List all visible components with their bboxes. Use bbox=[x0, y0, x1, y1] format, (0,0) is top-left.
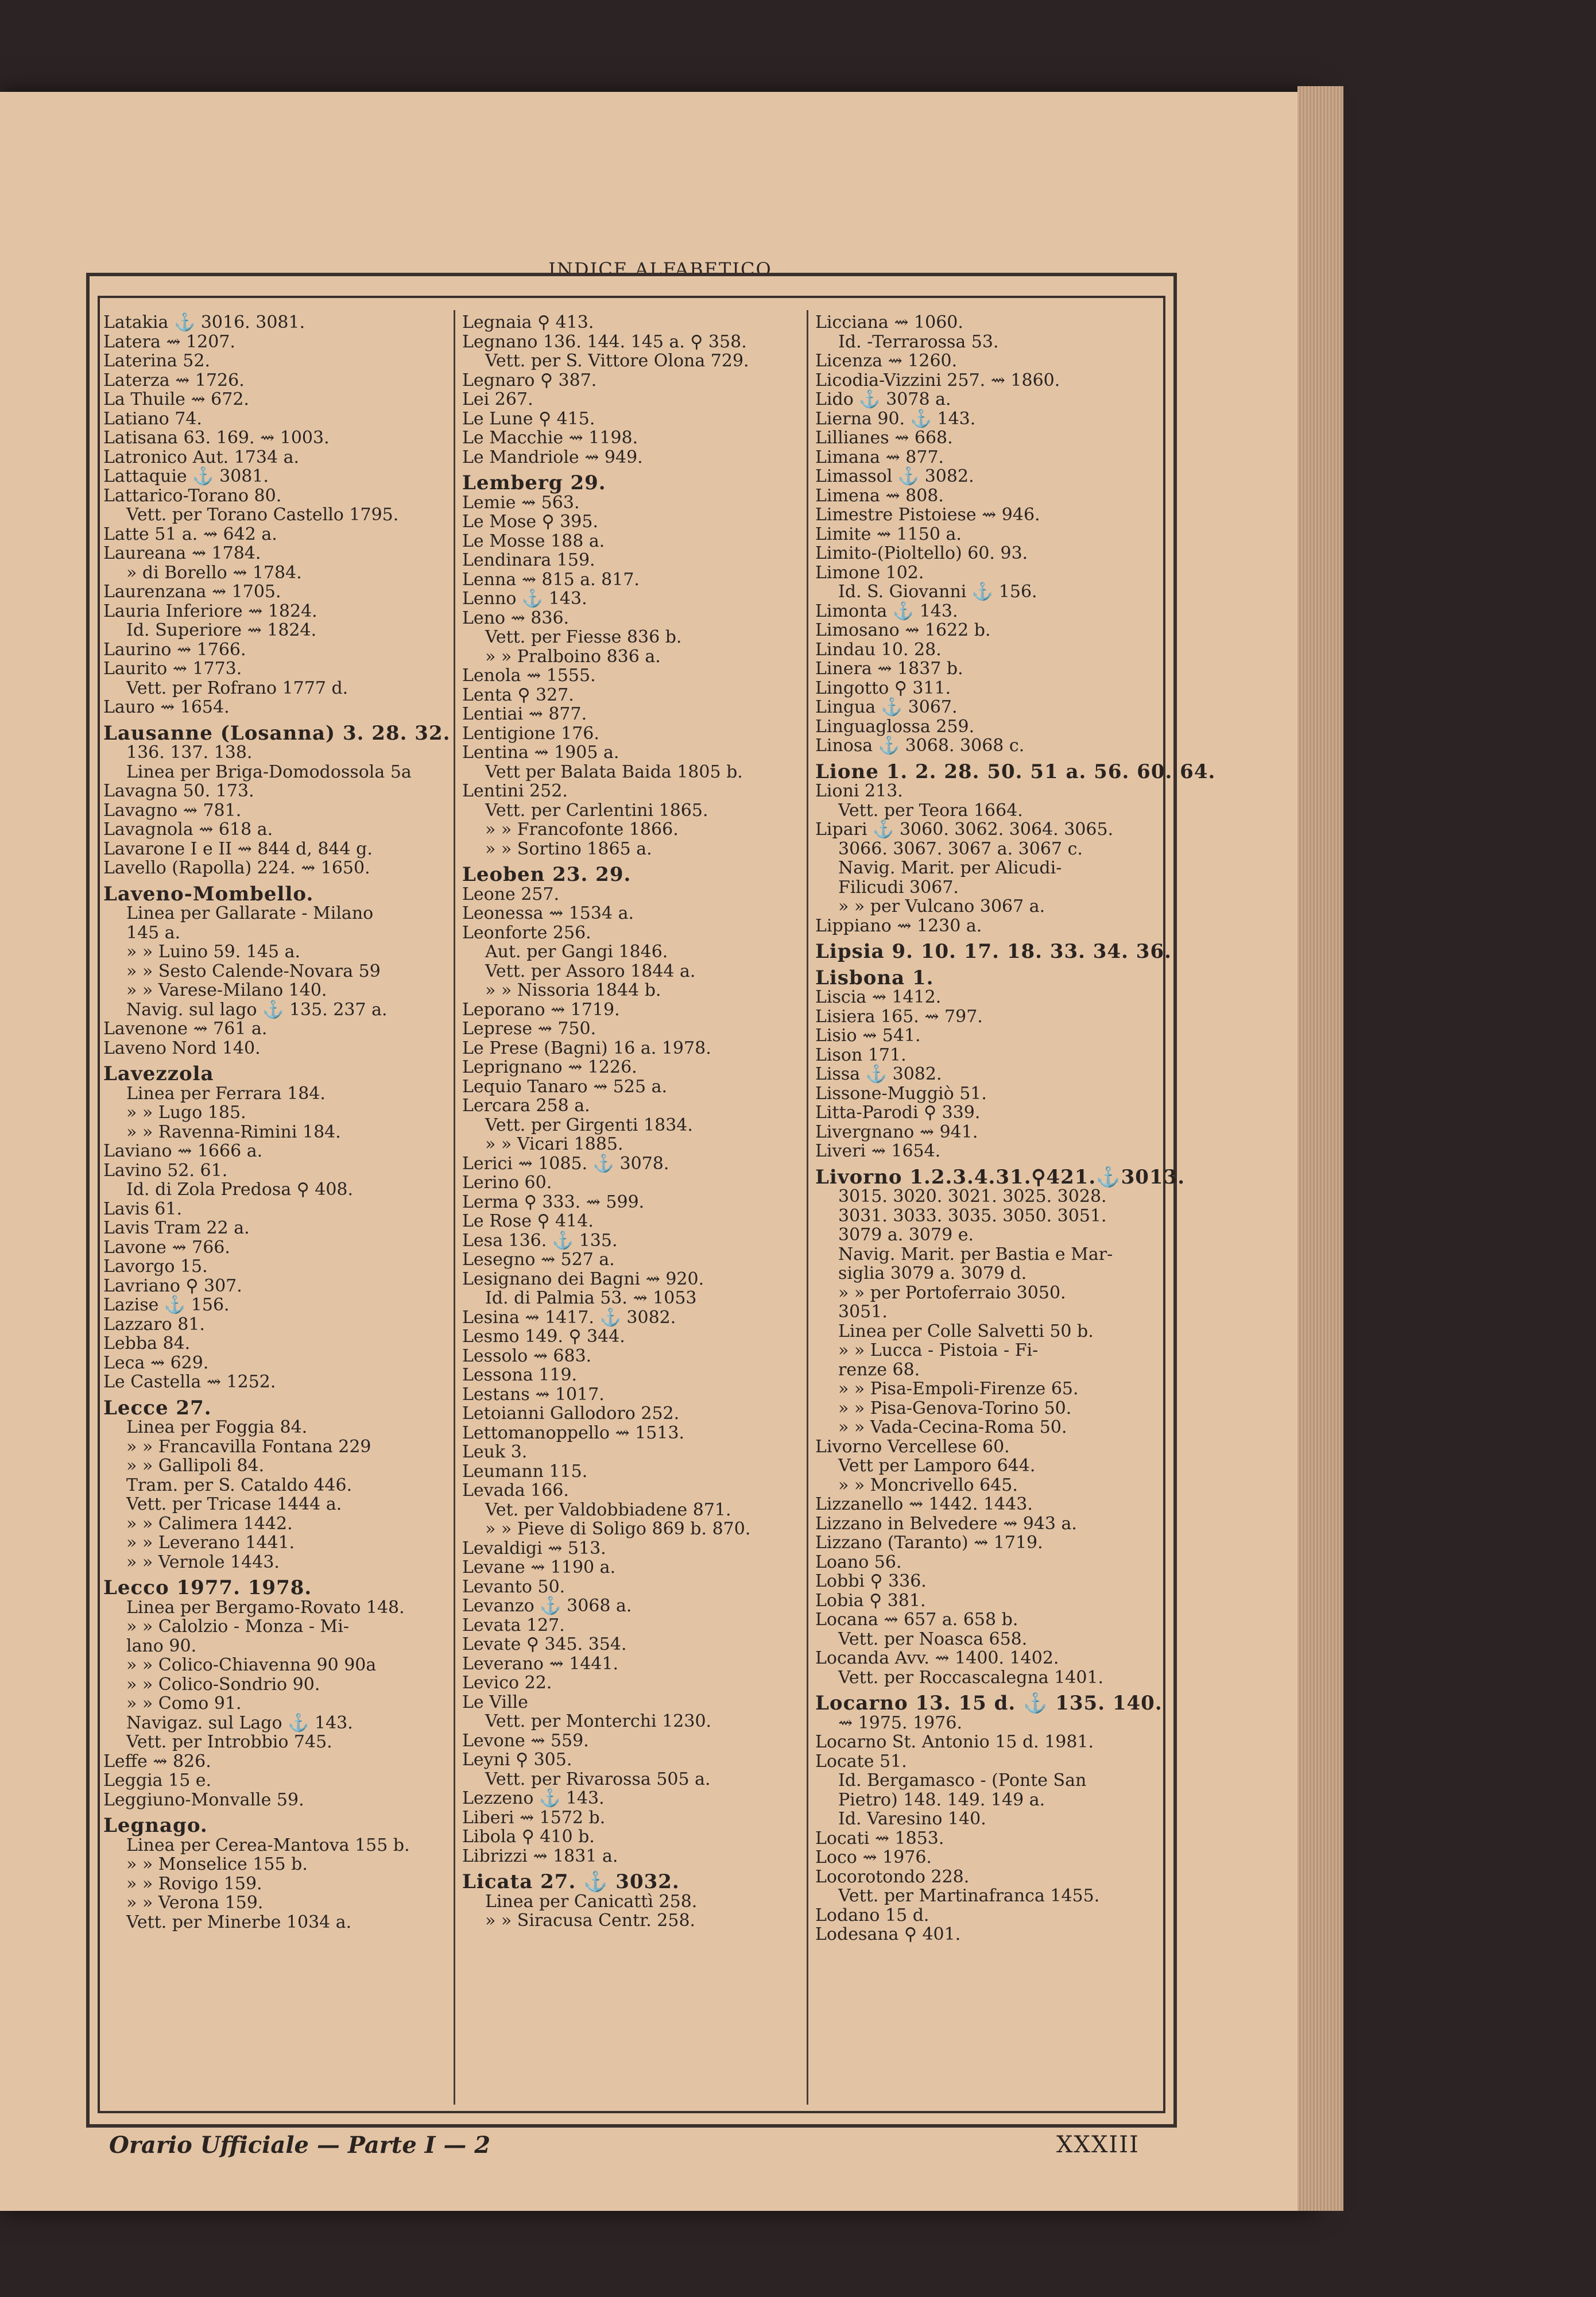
index-entry: Levaldigi ⇝ 513. bbox=[462, 1538, 606, 1559]
index-entry: » » Francavilla Fontana 229 bbox=[126, 1436, 371, 1457]
index-entry: Lillianes ⇝ 668. bbox=[815, 428, 953, 448]
index-entry: Lendinara 159. bbox=[462, 550, 595, 570]
index-entry: » » Calimera 1442. bbox=[126, 1513, 293, 1534]
index-entry: Lecco 1977. 1978. bbox=[103, 1576, 312, 1599]
index-entry: » » Como 91. bbox=[126, 1693, 242, 1714]
index-entry: Pietro) 148. 149. 149 a. bbox=[838, 1789, 1045, 1810]
index-entry: Lione 1. 2. 28. 50. 51 a. 56. 60. 64. bbox=[815, 760, 1216, 783]
index-entry: Levane ⇝ 1190 a. bbox=[462, 1557, 616, 1577]
index-entry: Leporano ⇝ 1719. bbox=[462, 999, 620, 1020]
index-entry: Linea per Briga-Domodossola 5a bbox=[126, 761, 412, 782]
page-edge bbox=[1297, 86, 1343, 2211]
index-entry: » » Moncrivello 645. bbox=[838, 1475, 1018, 1495]
index-entry: Laveno Nord 140. bbox=[103, 1038, 261, 1058]
index-column-3 bbox=[815, 312, 1216, 2105]
index-entry: Lobia ⚲ 381. bbox=[815, 1590, 926, 1611]
index-entry: Lizzano in Belvedere ⇝ 943 a. bbox=[815, 1513, 1077, 1534]
footer-publication: Orario Ufficiale — Parte I — 2 bbox=[109, 2132, 491, 2159]
index-entry: Linea per Canicattì 258. bbox=[485, 1891, 698, 1912]
index-entry: Lissa ⚓ 3082. bbox=[815, 1064, 942, 1084]
index-entry: siglia 3079 a. 3079 d. bbox=[838, 1263, 1027, 1283]
index-entry: Licciana ⇝ 1060. bbox=[815, 312, 963, 332]
index-entry: Linea per Foggia 84. bbox=[126, 1417, 308, 1437]
index-entry: Limite ⇝ 1150 a. bbox=[815, 524, 962, 544]
index-entry: Vett per Lamporo 644. bbox=[838, 1456, 1036, 1476]
index-entry: Livorno 1.2.3.4.31.⚲421.⚓3013. bbox=[815, 1165, 1186, 1189]
index-entry: Limosano ⇝ 1622 b. bbox=[815, 620, 991, 640]
index-entry: Laterza ⇝ 1726. bbox=[103, 370, 245, 390]
index-entry: Liscia ⇝ 1412. bbox=[815, 987, 942, 1007]
index-entry: Leone 257. bbox=[462, 884, 560, 904]
index-entry: Licodia-Vizzini 257. ⇝ 1860. bbox=[815, 370, 1060, 390]
index-entry: » » Nissoria 1844 b. bbox=[485, 980, 661, 1000]
index-entry: Lavello (Rapolla) 224. ⇝ 1650. bbox=[103, 858, 370, 878]
index-entry: Locana ⇝ 657 a. 658 b. bbox=[815, 1610, 1018, 1630]
index-entry: Latiano 74. bbox=[103, 408, 202, 429]
index-entry: 3051. bbox=[838, 1302, 888, 1322]
index-entry: Licenza ⇝ 1260. bbox=[815, 351, 958, 371]
index-entry: Vett. per Noasca 658. bbox=[838, 1629, 1028, 1649]
index-entry: Id. Bergamasco - (Ponte San bbox=[838, 1770, 1087, 1791]
index-entry: Linera ⇝ 1837 b. bbox=[815, 659, 963, 679]
index-entry: » » Siracusa Centr. 258. bbox=[485, 1911, 696, 1931]
index-entry: » » Rovigo 159. bbox=[126, 1873, 262, 1894]
index-entry: Lindau 10. 28. bbox=[815, 639, 942, 660]
index-entry: » » Lugo 185. bbox=[126, 1103, 246, 1123]
index-entry: Latronico Aut. 1734 a. bbox=[103, 447, 300, 467]
index-entry: Leonessa ⇝ 1534 a. bbox=[462, 903, 634, 923]
index-entry: Linosa ⚓ 3068. 3068 c. bbox=[815, 736, 1025, 756]
index-entry: Vett. per Roccascalegna 1401. bbox=[838, 1667, 1104, 1688]
index-entry: Leyni ⚲ 305. bbox=[462, 1750, 572, 1770]
index-entry: Linea per Cerea-Mantova 155 b. bbox=[126, 1835, 410, 1855]
index-entry: Laurenzana ⇝ 1705. bbox=[103, 582, 281, 602]
index-entry: » » Gallipoli 84. bbox=[126, 1456, 265, 1476]
index-entry: Lauro ⇝ 1654. bbox=[103, 697, 230, 717]
index-entry: » » Pieve di Soligo 869 b. 870. bbox=[485, 1519, 751, 1539]
index-entry: Lenna ⇝ 815 a. 817. bbox=[462, 569, 640, 590]
index-entry: Vett. per Tricase 1444 a. bbox=[126, 1494, 342, 1514]
index-entry: Lessona 119. bbox=[462, 1365, 578, 1385]
index-entry: » » Verona 159. bbox=[126, 1893, 264, 1913]
index-entry: Laterina 52. bbox=[103, 351, 211, 371]
index-entry: Lavezzola bbox=[103, 1062, 214, 1085]
index-entry: Levate ⚲ 345. 354. bbox=[462, 1634, 627, 1654]
index-entry: Lausanne (Losanna) 3. 28. 32. bbox=[103, 721, 451, 745]
index-entry: lano 90. bbox=[126, 1635, 197, 1656]
column-divider bbox=[454, 310, 455, 2105]
index-entry: Lezzeno ⚓ 143. bbox=[462, 1788, 605, 1808]
index-entry: » » Monselice 155 b. bbox=[126, 1854, 308, 1874]
index-entry: Limassol ⚓ 3082. bbox=[815, 466, 974, 486]
index-entry: Leggiuno-Monvalle 59. bbox=[103, 1789, 304, 1810]
index-entry: Lizzano (Taranto) ⇝ 1719. bbox=[815, 1533, 1043, 1553]
index-entry: Legnano 136. 144. 145 a. ⚲ 358. bbox=[462, 331, 747, 352]
index-entry: Le Macchie ⇝ 1198. bbox=[462, 428, 638, 448]
index-entry: Lavriano ⚲ 307. bbox=[103, 1275, 242, 1296]
index-entry: Vett. per Girgenti 1834. bbox=[485, 1115, 693, 1135]
index-entry: Lenno ⚓ 143. bbox=[462, 589, 587, 609]
index-entry: 3079 a. 3079 e. bbox=[838, 1225, 974, 1245]
index-entry: Le Ville bbox=[462, 1692, 528, 1712]
index-entry: Id. di Palmia 53. ⇝ 1053 bbox=[485, 1288, 697, 1308]
index-entry: Lizzanello ⇝ 1442. 1443. bbox=[815, 1494, 1033, 1514]
index-entry: Lido ⚓ 3078 a. bbox=[815, 389, 951, 409]
index-entry: Levone ⇝ 559. bbox=[462, 1730, 589, 1751]
index-entry: Tram. per S. Cataldo 446. bbox=[126, 1475, 352, 1495]
index-entry: Lentiai ⇝ 877. bbox=[462, 704, 587, 724]
index-entry: Livorno Vercellese 60. bbox=[815, 1436, 1010, 1457]
index-entry: Lierna 90. ⚓ 143. bbox=[815, 408, 976, 429]
index-entry: Vett. per Rofrano 1777 d. bbox=[126, 678, 348, 698]
index-entry: Lecce 27. bbox=[103, 1396, 212, 1420]
index-entry: 136. 137. 138. bbox=[126, 743, 253, 763]
index-entry: Lavagno ⇝ 781. bbox=[103, 800, 242, 821]
index-entry: Lentini 252. bbox=[462, 781, 568, 801]
index-entry: Levata 127. bbox=[462, 1615, 565, 1635]
index-entry: Lipari ⚓ 3060. 3062. 3064. 3065. bbox=[815, 819, 1114, 840]
index-entry: Lemberg 29. bbox=[462, 471, 606, 494]
index-entry: Leno ⇝ 836. bbox=[462, 608, 570, 628]
index-entry: Levico 22. bbox=[462, 1673, 552, 1693]
index-entry: » » Sesto Calende-Novara 59 bbox=[126, 961, 381, 981]
index-entry: 3066. 3067. 3067 a. 3067 c. bbox=[838, 838, 1083, 859]
index-entry: » » per Vulcano 3067 a. bbox=[838, 896, 1045, 917]
index-entry: Lesegno ⇝ 527 a. bbox=[462, 1250, 615, 1270]
index-entry: Locate 51. bbox=[815, 1751, 907, 1772]
index-entry: Limito-(Pioltello) 60. 93. bbox=[815, 543, 1028, 563]
index-entry: Legnaia ⚲ 413. bbox=[462, 312, 594, 332]
index-entry: Lavagnola ⇝ 618 a. bbox=[103, 819, 273, 840]
index-entry: Laureana ⇝ 1784. bbox=[103, 543, 261, 563]
index-entry: Lettomanoppello ⇝ 1513. bbox=[462, 1422, 685, 1443]
index-entry: Lingua ⚓ 3067. bbox=[815, 697, 958, 717]
index-entry: Lentina ⇝ 1905 a. bbox=[462, 743, 619, 763]
index-entry: Lippiano ⇝ 1230 a. bbox=[815, 915, 982, 936]
index-entry: » » Vernole 1443. bbox=[126, 1552, 280, 1572]
index-entry: Vett. per Torano Castello 1795. bbox=[126, 505, 399, 525]
index-entry: Le Castella ⇝ 1252. bbox=[103, 1372, 276, 1392]
index-entry: Lessolo ⇝ 683. bbox=[462, 1345, 592, 1366]
index-entry: Lesa 136. ⚓ 135. bbox=[462, 1230, 618, 1251]
index-entry: Linea per Gallarate - Milano bbox=[126, 903, 374, 923]
index-entry: 3031. 3033. 3035. 3050. 3051. bbox=[838, 1205, 1107, 1226]
index-entry: Lingotto ⚲ 311. bbox=[815, 678, 951, 698]
index-entry: » » Calolzio - Monza - Mi- bbox=[126, 1617, 349, 1637]
index-entry: Locarno 13. 15 d. ⚓ 135. 140. bbox=[815, 1692, 1163, 1715]
index-entry: Lercara 258 a. bbox=[462, 1096, 590, 1116]
index-entry: Lerici ⇝ 1085. ⚓ 3078. bbox=[462, 1153, 669, 1174]
column-divider bbox=[807, 310, 808, 2105]
index-entry: » » Vicari 1885. bbox=[485, 1134, 623, 1154]
index-entry: Librizzi ⇝ 1831 a. bbox=[462, 1846, 618, 1866]
index-entry: Navig. Marit. per Alicudi- bbox=[838, 858, 1062, 878]
index-entry: Vett. per Introbbio 745. bbox=[126, 1732, 332, 1752]
index-entry: Leverano ⇝ 1441. bbox=[462, 1653, 619, 1674]
index-entry: Le Mosse 188 a. bbox=[462, 531, 605, 551]
index-entry: » » Colico-Sondrio 90. bbox=[126, 1674, 320, 1695]
index-entry: Lavino 52. 61. bbox=[103, 1160, 228, 1181]
index-entry: Lodano 15 d. bbox=[815, 1905, 929, 1925]
index-entry: Navig. sul lago ⚓ 135. 237 a. bbox=[126, 999, 388, 1020]
index-entry: Locorotondo 228. bbox=[815, 1866, 970, 1887]
index-entry: Lei 267. bbox=[462, 389, 533, 409]
index-entry: Locati ⇝ 1853. bbox=[815, 1828, 944, 1849]
index-entry: Latera ⇝ 1207. bbox=[103, 331, 235, 352]
index-entry: Loano 56. bbox=[815, 1552, 902, 1572]
index-entry: Lavenone ⇝ 761 a. bbox=[103, 1019, 268, 1039]
index-entry: Id. -Terrarossa 53. bbox=[838, 331, 999, 352]
index-entry: ⇝ 1975. 1976. bbox=[838, 1712, 962, 1733]
index-entry: Lodesana ⚲ 401. bbox=[815, 1924, 961, 1944]
index-entry: Vett. per Fiesse 836 b. bbox=[485, 627, 682, 647]
index-entry: Legnago. bbox=[103, 1814, 208, 1837]
index-entry: Navigaz. sul Lago ⚓ 143. bbox=[126, 1712, 353, 1733]
index-entry: Lattarico-Torano 80. bbox=[103, 485, 282, 506]
index-entry: Lison 171. bbox=[815, 1045, 907, 1065]
index-entry: Lazise ⚓ 156. bbox=[103, 1295, 230, 1315]
index-entry: 3015. 3020. 3021. 3025. 3028. bbox=[838, 1186, 1107, 1206]
index-entry: Letoianni Gallodoro 252. bbox=[462, 1403, 680, 1424]
index-entry: Libola ⚲ 410 b. bbox=[462, 1827, 595, 1847]
index-entry: Lavone ⇝ 766. bbox=[103, 1237, 230, 1258]
index-entry: Loco ⇝ 1976. bbox=[815, 1847, 932, 1867]
index-entry: Lavorgo 15. bbox=[103, 1256, 208, 1277]
index-entry: Lipsia 9. 10. 17. 18. 33. 34. 36. bbox=[815, 940, 1172, 963]
index-entry: Le Mose ⚲ 395. bbox=[462, 512, 598, 532]
index-entry: Limana ⇝ 877. bbox=[815, 447, 944, 467]
index-entry: Le Prese (Bagni) 16 a. 1978. bbox=[462, 1038, 711, 1058]
index-entry: Vett. per Teora 1664. bbox=[838, 800, 1023, 821]
index-entry: » di Borello ⇝ 1784. bbox=[126, 562, 302, 583]
index-entry: Id. S. Giovanni ⚓ 156. bbox=[838, 582, 1037, 602]
index-entry: Lenta ⚲ 327. bbox=[462, 685, 574, 705]
index-entry: » » Varese-Milano 140. bbox=[126, 980, 327, 1000]
index-entry: Vett. per Minerbe 1034 a. bbox=[126, 1912, 352, 1932]
index-entry: Le Mandriole ⇝ 949. bbox=[462, 447, 643, 467]
index-entry: Liveri ⇝ 1654. bbox=[815, 1141, 941, 1161]
index-entry: Linea per Bergamo-Rovato 148. bbox=[126, 1597, 405, 1618]
index-entry: Vett. per Monterchi 1230. bbox=[485, 1711, 712, 1731]
index-entry: » » Colico-Chiavenna 90 90a bbox=[126, 1655, 377, 1675]
index-entry: Lavarone I e II ⇝ 844 d, 844 g. bbox=[103, 838, 373, 859]
index-entry: » » per Portoferraio 3050. bbox=[838, 1282, 1066, 1303]
index-entry: Licata 27. ⚓ 3032. bbox=[462, 1870, 680, 1893]
index-entry: Laurino ⇝ 1766. bbox=[103, 639, 246, 660]
index-entry: Lemie ⇝ 563. bbox=[462, 492, 580, 513]
index-entry: Liberi ⇝ 1572 b. bbox=[462, 1807, 606, 1828]
index-entry: » » Pisa-Genova-Torino 50. bbox=[838, 1398, 1072, 1418]
index-entry: Id. Varesino 140. bbox=[838, 1809, 986, 1829]
index-entry: Lavis 61. bbox=[103, 1198, 182, 1219]
index-entry: Locanda Avv. ⇝ 1400. 1402. bbox=[815, 1648, 1059, 1668]
index-entry: Lesmo 149. ⚲ 344. bbox=[462, 1327, 625, 1347]
index-entry: Laurito ⇝ 1773. bbox=[103, 659, 242, 679]
index-entry: Lattaquie ⚓ 3081. bbox=[103, 466, 269, 486]
index-entry: Leonforte 256. bbox=[462, 922, 591, 943]
index-entry: Laveno-Mombello. bbox=[103, 882, 314, 906]
index-entry: Lisiera 165. ⇝ 797. bbox=[815, 1006, 983, 1027]
footer-page-number: XXXIII bbox=[1056, 2132, 1140, 2158]
index-entry: Levanto 50. bbox=[462, 1576, 565, 1597]
index-entry: Vett per Balata Baida 1805 b. bbox=[485, 761, 743, 782]
index-entry: Leffe ⇝ 826. bbox=[103, 1751, 211, 1772]
index-entry: Le Lune ⚲ 415. bbox=[462, 408, 595, 429]
index-entry: La Thuile ⇝ 672. bbox=[103, 389, 249, 409]
index-entry: » » Lucca - Pistoia - Fi- bbox=[838, 1340, 1039, 1360]
index-entry: Lissone-Muggiò 51. bbox=[815, 1083, 987, 1104]
index-entry: Lisbona 1. bbox=[815, 966, 934, 989]
index-entry: » » Sortino 1865 a. bbox=[485, 838, 652, 859]
index-entry: Navig. Marit. per Bastia e Mar- bbox=[838, 1244, 1113, 1264]
index-entry: » » Francofonte 1866. bbox=[485, 819, 679, 840]
index-entry: Leca ⇝ 629. bbox=[103, 1352, 209, 1373]
index-entry: Linea per Colle Salvetti 50 b. bbox=[838, 1321, 1094, 1341]
running-title: INDICE ALFABETICO bbox=[548, 258, 772, 280]
index-entry: Locarno St. Antonio 15 d. 1981. bbox=[815, 1732, 1094, 1752]
index-entry: Vett. per S. Vittore Olona 729. bbox=[485, 351, 749, 371]
index-entry: Id. di Zola Predosa ⚲ 408. bbox=[126, 1180, 354, 1200]
index-entry: Linguaglossa 259. bbox=[815, 716, 975, 737]
index-column-2 bbox=[462, 313, 801, 2105]
index-entry: Id. Superiore ⇝ 1824. bbox=[126, 620, 317, 640]
index-entry: Lavis Tram 22 a. bbox=[103, 1218, 250, 1238]
index-entry: Laviano ⇝ 1666 a. bbox=[103, 1141, 263, 1161]
index-entry: Le Rose ⚲ 414. bbox=[462, 1211, 594, 1231]
index-entry: Levanzo ⚓ 3068 a. bbox=[462, 1596, 632, 1616]
index-entry: Latakia ⚓ 3016. 3081. bbox=[103, 312, 305, 332]
index-entry: Leoben 23. 29. bbox=[462, 863, 632, 886]
index-entry: Lobbi ⚲ 336. bbox=[815, 1571, 927, 1591]
index-entry: Vett. per Carlentini 1865. bbox=[485, 800, 708, 821]
index-entry: Lavagna 50. 173. bbox=[103, 781, 254, 801]
index-entry: Aut. per Gangi 1846. bbox=[485, 942, 668, 962]
index-column-1 bbox=[103, 312, 451, 2105]
index-entry: Linea per Ferrara 184. bbox=[126, 1083, 326, 1104]
index-entry: Vett. per Martinafranca 1455. bbox=[838, 1886, 1100, 1906]
index-entry: » » Luino 59. 145 a. bbox=[126, 942, 301, 962]
index-entry: Lequio Tanaro ⇝ 525 a. bbox=[462, 1076, 667, 1097]
index-entry: Leuk 3. bbox=[462, 1442, 528, 1462]
index-entry: Leggia 15 e. bbox=[103, 1770, 212, 1791]
index-entry: Levada 166. bbox=[462, 1480, 569, 1501]
index-entry: Lioni 213. bbox=[815, 781, 903, 801]
index-entry: Lazzaro 81. bbox=[103, 1314, 205, 1335]
index-entry: Lisio ⇝ 541. bbox=[815, 1026, 921, 1046]
index-entry: Leprignano ⇝ 1226. bbox=[462, 1057, 637, 1077]
index-entry: Lerma ⚲ 333. ⇝ 599. bbox=[462, 1192, 645, 1212]
index-entry: renze 68. bbox=[838, 1359, 920, 1380]
index-entry: Lauria Inferiore ⇝ 1824. bbox=[103, 601, 317, 621]
index-entry: Lerino 60. bbox=[462, 1173, 552, 1193]
index-entry: Lebba 84. bbox=[103, 1333, 191, 1354]
index-entry: Limone 102. bbox=[815, 562, 924, 583]
index-entry: Vett. per Rivarossa 505 a. bbox=[485, 1769, 711, 1789]
index-entry: Filicudi 3067. bbox=[838, 877, 959, 898]
index-entry: » » Leverano 1441. bbox=[126, 1533, 295, 1553]
index-entry: Vet. per Valdobbiadene 871. bbox=[485, 1499, 731, 1520]
index-entry: Latte 51 a. ⇝ 642 a. bbox=[103, 524, 277, 544]
index-entry: Limena ⇝ 808. bbox=[815, 485, 944, 506]
index-entry: Leumann 115. bbox=[462, 1461, 588, 1482]
index-entry: Lestans ⇝ 1017. bbox=[462, 1384, 605, 1405]
index-entry: Latisana 63. 169. ⇝ 1003. bbox=[103, 428, 330, 448]
index-entry: 145 a. bbox=[126, 922, 181, 943]
index-entry: » » Pralboino 836 a. bbox=[485, 646, 661, 667]
index-entry: Livergnano ⇝ 941. bbox=[815, 1122, 978, 1142]
index-entry: Limonta ⚓ 143. bbox=[815, 601, 958, 621]
index-entry: Vett. per Assoro 1844 a. bbox=[485, 961, 696, 981]
index-entry: Litta-Parodi ⚲ 339. bbox=[815, 1103, 981, 1123]
index-entry: Lenola ⇝ 1555. bbox=[462, 666, 596, 686]
index-entry: » » Vada-Cecina-Roma 50. bbox=[838, 1417, 1067, 1437]
index-entry: Limestre Pistoiese ⇝ 946. bbox=[815, 505, 1040, 525]
index-entry: Lentigione 176. bbox=[462, 723, 599, 744]
index-entry: Legnaro ⚲ 387. bbox=[462, 370, 597, 390]
index-entry: Lesina ⇝ 1417. ⚓ 3082. bbox=[462, 1307, 676, 1328]
index-entry: Lesignano dei Bagni ⇝ 920. bbox=[462, 1269, 704, 1289]
index-entry: Leprese ⇝ 750. bbox=[462, 1019, 596, 1039]
index-entry: » » Pisa-Empoli-Firenze 65. bbox=[838, 1379, 1079, 1399]
index-entry: » » Ravenna-Rimini 184. bbox=[126, 1122, 341, 1142]
